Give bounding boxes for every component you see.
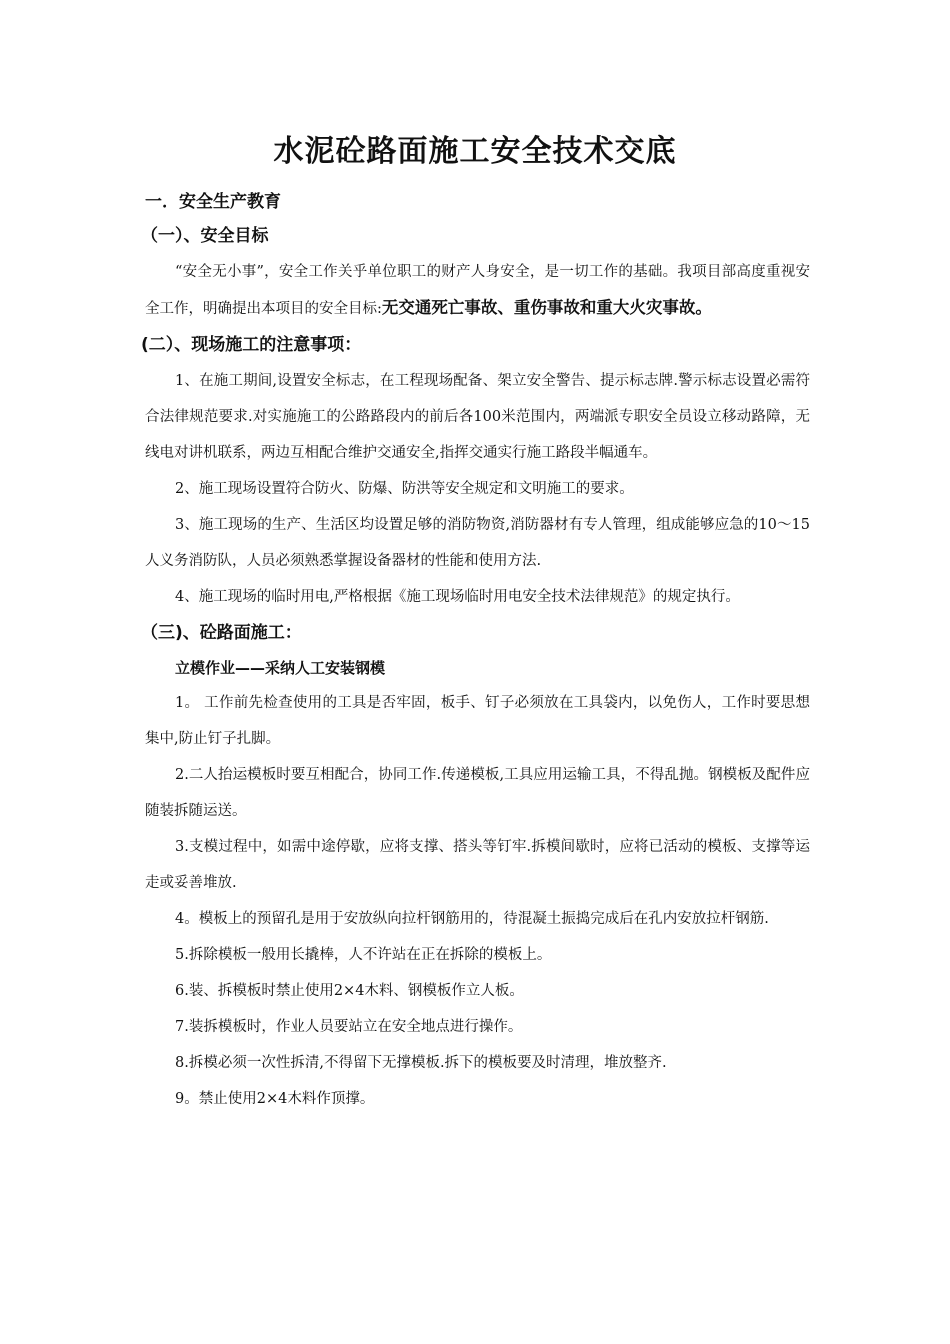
section-heading-safety-education: 一．安全生产教育 [145, 192, 281, 212]
formwork-subheading: 立模作业——采纳人工安装钢模 [175, 659, 386, 677]
list-item: 1、在施工期间,设置安全标志，在工程现场配备、架立安全警告、提示标志牌.警示标志设置必需符合法律规范要求.对实施施工的公路路段内的前后各100米范围内，两端派专职安全员设立移动路障，无线电对讲机联系，两边互相配合维护交通安全,指挥交通实行施工路段半幅通车。 [145, 373, 810, 461]
list-item: 7.装拆模板时，作业人员要站立在安全地点进行操作。 [175, 1019, 523, 1035]
list-item: 4、施工现场的临时用电,严格根据《施工现场临时用电安全技术法律规范》的规定执行。 [175, 589, 740, 605]
subsection-heading-pavement-construction: （三)、砼路面施工： [141, 623, 302, 643]
list-item: 1。 工作前先检查使用的工具是否牢固，板手、钉子必须放在工具袋内，以免伤人，工作时要思想集中,防止钉子扎脚。 [145, 695, 810, 747]
safety-goal-lead: “安全无小事”，安全工作关乎单位职工的财产人身安全，是一切工作的基础。我项目部高度重视安全工作，明确提出本项目的安全目标: [145, 264, 810, 317]
list-item: 8.拆模必须一次性拆清,不得留下无撑模板.拆下的模板要及时清理，堆放整齐. [175, 1055, 667, 1071]
list-item: 2、施工现场设置符合防火、防爆、防洪等安全规定和文明施工的要求。 [175, 481, 634, 497]
list-item: 2.二人抬运模板时要互相配合，协同工作.传递模板,工具应用运输工具，不得乱抛。钢模板及配件应随装拆随运送。 [145, 767, 810, 819]
list-item: 6.装、拆模板时禁止使用2×4木料、钢模板作立人板。 [175, 983, 524, 999]
safety-goal-paragraph [145, 254, 810, 327]
safety-goal-emphasis: 无交通死亡事故、重伤事故和重大火灾事故。 [381, 298, 712, 317]
document-body [141, 186, 810, 1117]
subsection-heading-site-precautions: (二）、现场施工的注意事项： [141, 335, 362, 355]
list-item: 3、施工现场的生产、生活区均设置足够的消防物资,消防器材有专人管理，组成能够应急的10～15人义务消防队，人员必须熟悉掌握设备器材的性能和使用方法. [145, 517, 810, 569]
document-title: 水泥砼路面施工安全技术交底 [273, 134, 677, 169]
list-item: 9。禁止使用2×4木料作顶撑。 [175, 1091, 375, 1107]
list-item: 3.支模过程中，如需中途停歇，应将支撑、搭头等钉牢.拆模间歇时，应将已活动的模板、支撑等运走或妥善堆放. [145, 839, 810, 891]
subsection-heading-safety-goal: （一）、安全目标 [141, 226, 269, 246]
list-item: 4。模板上的预留孔是用于安放纵向拉杆钢筋用的，待混凝土振捣完成后在孔内安放拉杆钢筋. [175, 911, 769, 927]
list-item: 5.拆除模板一般用长撬棒，人不许站在正在拆除的模板上。 [175, 947, 552, 963]
